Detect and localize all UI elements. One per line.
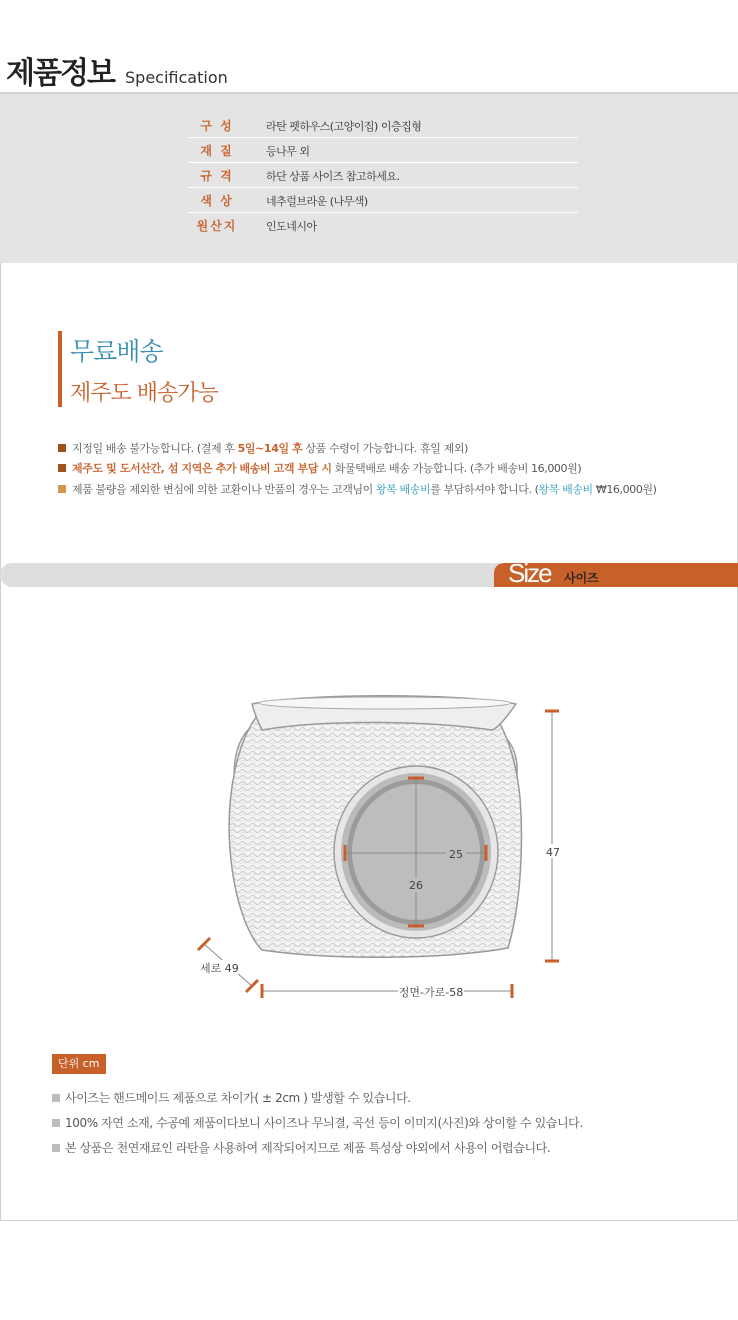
size-note-3 (52, 1139, 550, 1156)
header-title-en: Specification (125, 68, 228, 87)
spec-row-composition (188, 113, 578, 138)
note-text: 지정일 배송 불가능합니다. (결제 후 (72, 442, 238, 455)
shipping-note-3 (58, 481, 657, 497)
spec-label: 재 질 (200, 144, 234, 158)
bullet-square (52, 1094, 60, 1102)
note-text: 를 부담하셔야 합니다. ( (430, 483, 539, 496)
size-tab-title: Size (508, 558, 551, 588)
bullet-square (52, 1119, 60, 1127)
spec-label: 구 성 (200, 119, 234, 133)
bullet-square (58, 485, 66, 493)
note-text: 화물택배로 배송 가능합니다. (추가 배송비 16,000원) (331, 462, 582, 475)
note-highlight: 제주도 및 도서산간, 섬 지역은 추가 배송비 고객 부담 시 (72, 462, 332, 475)
note-text: ₩16,000원) (592, 483, 657, 496)
hole-width-label: 25 (449, 848, 463, 861)
spec-row-color (188, 188, 578, 213)
bullet-square (58, 444, 66, 452)
note-text: 본 상품은 천연재료인 라탄을 사용하여 제작되어지므로 제품 특성상 야외에서 사용이 어렵습니다. (65, 1141, 551, 1155)
height-label: 47 (546, 846, 560, 859)
size-tab-subtitle: 사이즈 (564, 571, 599, 585)
rattan-house-illustration (229, 696, 521, 958)
spec-value: 하단 상품 사이즈 참고하세요. (266, 170, 400, 183)
width-label: 정면-가로-58 (398, 986, 464, 999)
spec-label: 원산지 (196, 219, 238, 233)
spec-row-material (188, 138, 578, 163)
spec-value: 등나무 외 (266, 145, 310, 158)
product-size-diagram (0, 588, 738, 1028)
note-text: 100% 자연 소재, 수공예 제품이다보니 사이즈나 무늬결, 곡선 등이 이미지(사진)와 상이할 수 있습니다. (65, 1116, 583, 1130)
hole-height-label: 26 (409, 879, 423, 892)
bullet-square (52, 1144, 60, 1152)
size-note-2 (52, 1114, 583, 1131)
note-highlight: 5일~14일 후 (237, 442, 303, 455)
shipping-note-2 (58, 460, 581, 476)
free-shipping-title: 무료배송 (70, 337, 163, 366)
spec-label: 규 격 (200, 169, 234, 183)
header-title-ko: 제품정보 (6, 56, 114, 91)
spec-value: 라탄 펫하우스(고양이집) 이층집형 (266, 120, 422, 133)
spec-row-size (188, 163, 578, 188)
depth-label: 세로 49 (200, 962, 239, 975)
size-note-1 (52, 1089, 411, 1106)
spec-label: 색 상 (200, 194, 234, 208)
unit-badge: 단위 cm (52, 1054, 106, 1074)
note-text: 상품 수령이 가능합니다. 휴일 제외) (302, 442, 468, 455)
note-highlight: 왕복 배송비 (375, 483, 431, 496)
note-highlight: 왕복 배송비 (538, 483, 593, 496)
jeju-shipping-subtitle: 제주도 배송가능 (70, 381, 218, 406)
spec-value: 네추럴브라운 (나무색) (266, 195, 368, 208)
section-header (6, 48, 228, 91)
shipping-accent-bar (58, 331, 62, 407)
spec-row-origin (188, 213, 578, 237)
spec-value: 인도네시아 (266, 220, 317, 233)
shipping-note-1 (58, 440, 468, 456)
note-text: 제품 불량을 제외한 변심에 의한 교환이나 반품의 경우는 고객님이 (72, 483, 376, 496)
size-section-bar (0, 563, 500, 587)
bullet-square (58, 464, 66, 472)
note-text: 사이즈는 핸드메이드 제품으로 차이가( ± 2cm ) 발생할 수 있습니다. (65, 1091, 411, 1105)
size-section-tab (494, 558, 738, 588)
